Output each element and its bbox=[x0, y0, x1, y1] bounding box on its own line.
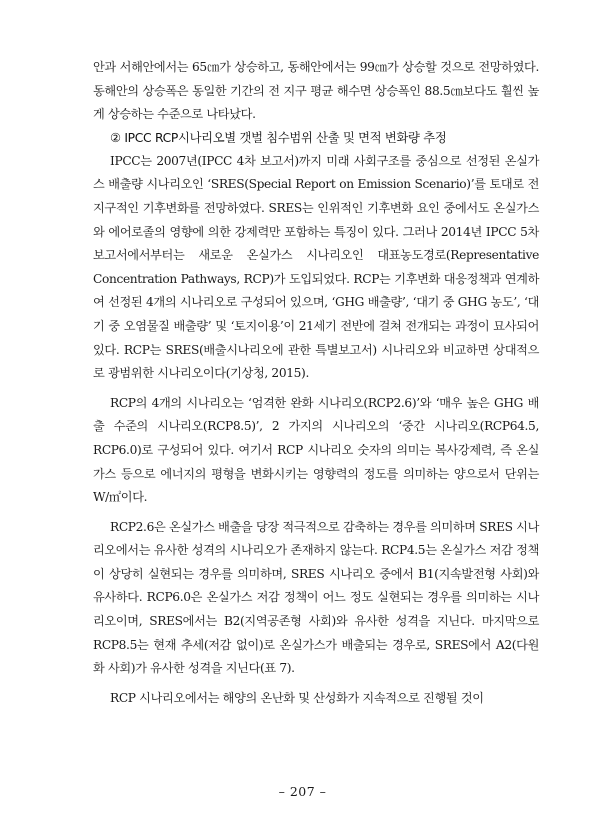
page-content bbox=[93, 56, 539, 710]
paragraph-rcp-four-scenarios: RCP의 4개의 시나리오는 ‘엄격한 완화 시나리오(RCP2.6)’와 ‘매우 높은 GHG 배출 수준의 시나리오(RCP8.5)’, 2 가지의 시나리오의 ‘중간 시나리오(RCP64.5, RCP6.0)로 구성되어 있다. 여기서 RCP 시나리오 숫자의 의미는 복사강제력, 즉 온실가스 등으로 에너지의 평형을 변화시키는 영향력의 정도를 의미하는 양으로서 단위는 W/㎡이다. bbox=[93, 395, 539, 505]
paragraph-sea-level-rise: 안과 서해안에서는 65㎝가 상승하고, 동해안에서는 99㎝가 상승할 것으로 전망하였다. 동해안의 상승폭은 동일한 기간의 전 지구 평균 해수면 상승폭인 88.5㎝보다도 훨씬 높게 상승하는 수준으로 나타났다. bbox=[93, 60, 539, 122]
paragraph-ipcc-sres-rcp: IPCC는 2007년(IPCC 4차 보고서)까지 미래 사회구조를 중심으로 선정된 온실가스 배출량 시나리오인 ‘SRES(Special Report on Emission Scenario)’를 토대로 전 지구적인 기후변화를 전망하였다. SRES는 인위적인 기후변화 요인 중에서도 온실가스와 에어로졸의 영향에 의한 강제력만 포함하는 특징이 있다. 그러나 2014년 IPCC 5차 보고서에서부터는 새로운 온실가스 시나리오인 대표농도경로(Representative Concentration Pathways, RCP)가 도입되었다. RCP는 기후변화 대응정책과 연계하여 선정된 4개의 시나리오로 구성되어 있으며, ‘GHG 배출량’, ‘대기 중 GHG 농도’, ‘대기 중 오염물질 배출량’ 및 ‘토지이용’이 21세기 전반에 걸쳐 전개되는 과정이 묘사되어 있다. RCP는 SRES(배출시나리오에 관한 특별보고서) 시나리오와 비교하면 상대적으로 광범위한 시나리오이다(기상청, 2015). bbox=[93, 153, 539, 381]
paragraph-ocean-warming: RCP 시나리오에서는 해양의 온난화 및 산성화가 지속적으로 진행될 것이 bbox=[110, 690, 484, 705]
section-heading: ② IPCC RCP시나리오별 갯벌 침수범위 산출 및 면적 변화량 추정 bbox=[110, 130, 447, 145]
paragraph-rcp-scenario-details: RCP2.6은 온실가스 배출을 당장 적극적으로 감축하는 경우를 의미하며 SRES 시나리오에서는 유사한 성격의 시나리오가 존재하지 않는다. RCP4.5는 온실가스 저감 정책이 상당히 실현되는 경우를 의미하며, SRES 시나리오 중에서 B1(지속발전형 사회)와 유사하다. RCP6.0은 온실가스 저감 정책이 어느 정도 실현되는 경우를 의미하는 시나리오이며, SRES에서는 B2(지역공존형 사회)와 유사한 성격을 지닌다. 마지막으로 RCP8.5는 현재 추세(저감 없이)로 온실가스가 배출되는 경우로, SRES에서 A2(다원화 사회)가 유사한 성격을 지닌다(표 7). bbox=[93, 519, 539, 676]
page-number: – 207 – bbox=[278, 784, 327, 799]
